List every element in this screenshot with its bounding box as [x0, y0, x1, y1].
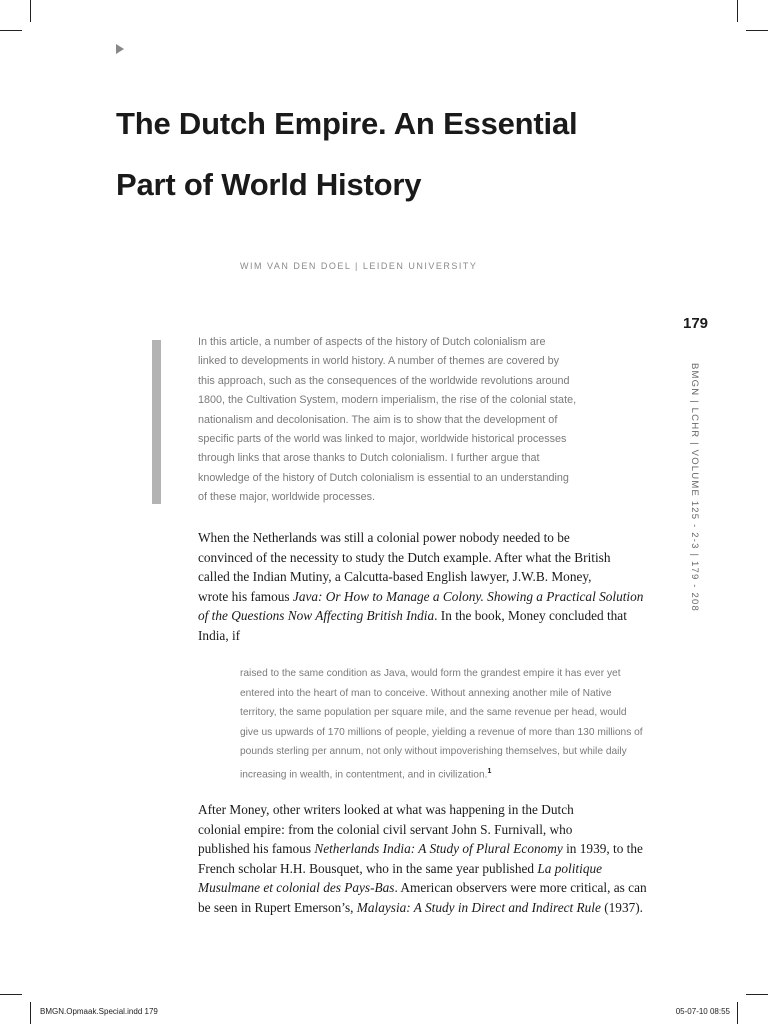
body-line	[198, 839, 658, 859]
abstract-line: of these major, worldwide processes.	[198, 491, 376, 504]
quote-line: entered into the heart of man to conceive. Without annexing another mile of Native	[240, 687, 612, 699]
body-line: convinced of the necessity to study the Dutch example. After what the British	[198, 549, 611, 565]
article-title	[116, 93, 676, 215]
book-title: Java: Or How to Manage a Colony. Showing a Practical Solution	[292, 588, 644, 604]
body-paragraph-2	[198, 800, 658, 917]
quote-line: territory, the same population per square mile, and the same revenue per head, would	[240, 707, 627, 719]
quote-line: raised to the same condition as Java, would form the grandest empire it has ever yet	[240, 668, 621, 679]
crop-mark	[746, 30, 768, 31]
running-head: BMGN | LCHR | VOLUME 125 - 2-3 | 179 - 208	[689, 363, 700, 612]
crop-mark	[30, 0, 31, 22]
crop-mark	[0, 994, 22, 995]
text-run: be seen in Rupert Emerson’s,	[198, 899, 357, 915]
book-title: La politique	[537, 860, 603, 876]
quote-line: give us upwards of 170 millions of people, yielding a revenue of more than 130 millions of	[240, 726, 643, 738]
title-line: The Dutch Empire. An Essential	[116, 106, 578, 141]
text-run: . American observers were more critical, as can	[394, 880, 647, 895]
crop-mark	[746, 994, 768, 995]
text-run: increasing in wealth, in contentment, and in civilization.	[240, 769, 488, 781]
print-slug-filename: BMGN.Opmaak.Special.indd 179	[40, 1007, 158, 1016]
body-line: When the Netherlands was still a colonial power nobody needed to be	[198, 530, 570, 545]
footnote-reference[interactable]: 1	[487, 767, 492, 775]
page-number: 179	[683, 315, 709, 332]
text-run: in 1939, to the	[562, 841, 643, 856]
book-title: Netherlands India: A Study of Plural Economy	[314, 841, 563, 856]
section-arrow-icon	[116, 44, 124, 54]
abstract	[198, 333, 628, 508]
body-line: called the Indian Mutiny, a Calcutta-based English lawyer, J.W.B. Money,	[198, 569, 592, 584]
quote-line	[240, 762, 660, 785]
body-line	[198, 587, 658, 607]
author-byline: WIM VAN DEN DOEL | LEIDEN UNIVERSITY	[240, 261, 478, 271]
abstract-line: through links that arose thanks to Dutch colonialism. I further argue that	[198, 452, 540, 465]
text-run: . In the book, Money concluded that	[434, 608, 627, 623]
book-title: Malaysia: A Study in Direct and Indirect Rule	[356, 899, 601, 915]
abstract-line: this approach, such as the consequences of the worldwide revolutions around	[198, 374, 570, 387]
abstract-line: 1800, the Cultivation System, modern imperialism, the rise of the colonial state,	[198, 394, 577, 407]
crop-mark	[0, 30, 22, 31]
block-quote	[240, 664, 660, 785]
abstract-line: linked to developments in world history. A number of themes are covered by	[198, 355, 560, 368]
quote-line: pounds sterling per annum, not only without impoverishing themselves, but while daily	[240, 746, 627, 758]
print-slug-timestamp: 05-07-10 08:55	[675, 1007, 730, 1016]
body-line	[198, 898, 658, 918]
body-line: After Money, other writers looked at what was happening in the Dutch	[198, 802, 574, 817]
text-run: (1937).	[600, 899, 644, 915]
title-line: Part of World History	[116, 167, 422, 202]
book-title: Musulmane et colonial des Pays-Bas	[198, 880, 395, 895]
text-run: French scholar H.H. Bousquet, who in the same year published	[198, 860, 538, 876]
book-title: of the Questions Now Affecting British India	[198, 608, 435, 623]
body-line: India, if	[198, 627, 241, 643]
body-line	[198, 878, 658, 898]
text-run: published his famous	[198, 841, 315, 856]
abstract-line: nationalism and decolonisation. The aim is to show that the development of	[198, 413, 558, 426]
abstract-line: In this article, a number of aspects of the history of Dutch colonialism are	[198, 336, 546, 348]
body-line	[198, 606, 658, 626]
body-line: colonial empire: from the colonial civil servant John S. Furnivall, who	[198, 821, 573, 837]
crop-mark	[737, 1002, 738, 1024]
crop-mark	[30, 1002, 31, 1024]
body-paragraph-1	[198, 528, 658, 645]
abstract-line: specific parts of the world was linked to major, worldwide historical processes	[198, 433, 567, 446]
abstract-line: knowledge of the history of Dutch colonialism is essential to an understanding	[198, 471, 569, 484]
crop-mark	[737, 0, 738, 22]
body-line	[198, 859, 658, 879]
abstract-marker-bar	[152, 340, 161, 504]
text-run: wrote his famous	[198, 588, 293, 604]
